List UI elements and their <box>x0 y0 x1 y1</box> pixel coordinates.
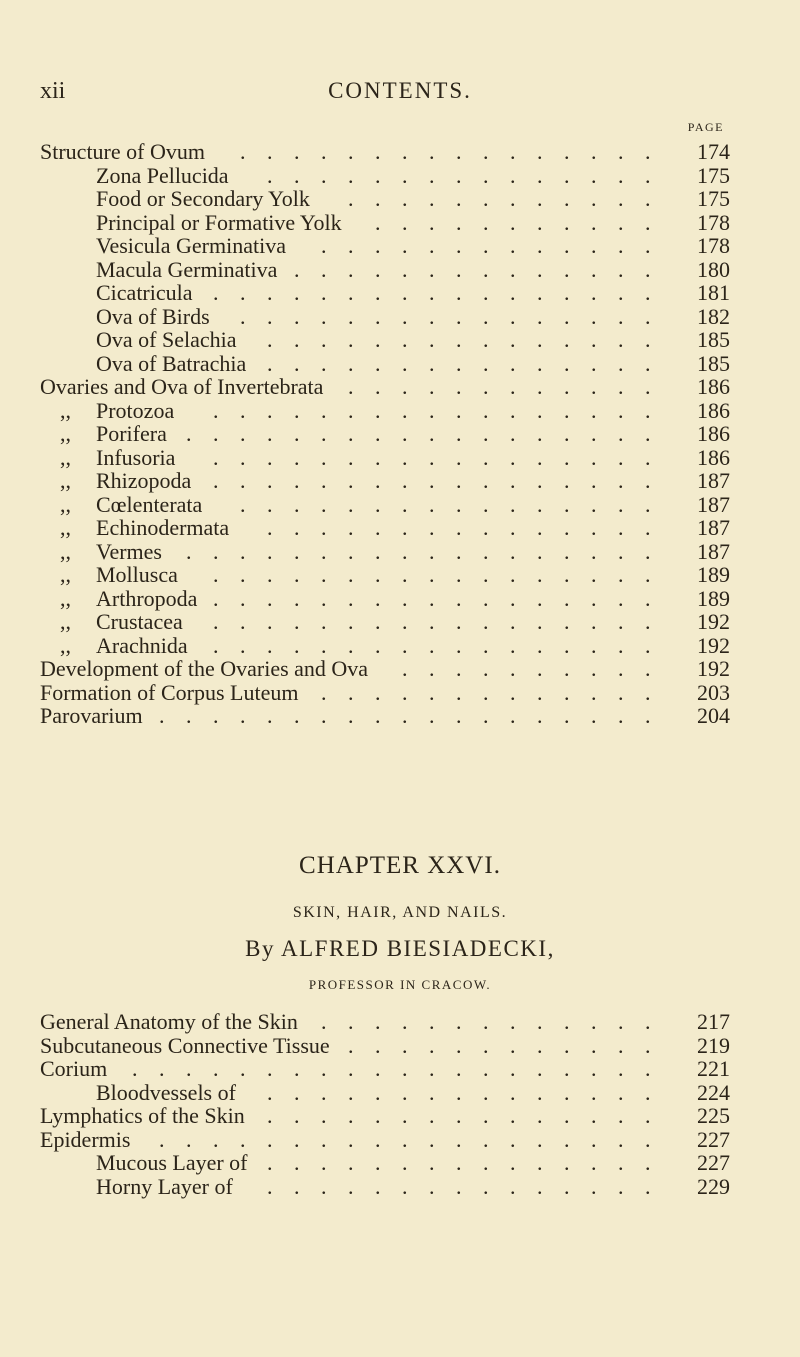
dot-leader: ................. <box>213 562 672 587</box>
toc-entry-title: Rhizopoda <box>96 468 192 493</box>
toc-entry-page: 186 <box>697 444 730 470</box>
toc-entry <box>40 422 730 446</box>
toc-entry-title: Macula Germinativa <box>96 256 278 282</box>
toc-entry-page: 174 <box>697 139 730 164</box>
toc-entry-title: Ovaries and Ova of Invertebrata <box>40 374 324 399</box>
dot-leader: ................. <box>213 280 672 305</box>
dot-leader: ............... <box>267 1173 672 1199</box>
toc-entry-page: 221 <box>697 1056 730 1081</box>
dot-leader: ................ <box>240 139 672 164</box>
toc-entry-page: 227 <box>697 1126 730 1152</box>
toc-entry <box>40 328 730 352</box>
toc-entry-title: Formation of Corpus Luteum <box>40 679 299 705</box>
toc-entry-title: Arachnida <box>96 632 188 658</box>
toc-entry <box>40 516 730 540</box>
toc-entry-title: Ova of Birds <box>96 303 210 329</box>
dot-leader: ............. <box>321 679 672 705</box>
toc-entry <box>40 1128 730 1152</box>
ditto-mark: ,, <box>60 444 71 470</box>
toc-entry <box>40 1034 730 1058</box>
toc-entry-title: Food or Secondary Yolk <box>96 186 310 211</box>
toc-entry-page: 189 <box>697 585 730 611</box>
dot-leader: .................. <box>186 538 672 564</box>
toc-entry-title: Zona Pellucida <box>96 162 229 188</box>
dot-leader: ................ <box>240 491 672 517</box>
chapter-heading-block <box>0 852 800 880</box>
toc-entry-title: Arthropoda <box>96 585 198 611</box>
dot-leader: ................. <box>213 609 672 634</box>
toc-entry <box>40 587 730 611</box>
toc-entry-title: Lymphatics of the Skin <box>40 1103 245 1128</box>
toc-entry-page: 192 <box>697 609 730 634</box>
chapter-heading: CHAPTER XXVI. <box>299 852 501 879</box>
toc-entry-page: 185 <box>697 327 730 352</box>
toc-entry <box>40 1104 730 1128</box>
toc-entry-page: 186 <box>697 421 730 446</box>
toc-entry-page: 227 <box>697 1150 730 1175</box>
toc-entry <box>40 258 730 282</box>
dot-leader: ................. <box>213 444 672 470</box>
toc-entry-title: Vesicula Germinativa <box>96 233 286 258</box>
chapter-affiliation-block <box>0 977 800 993</box>
dot-leader: ................. <box>213 397 672 423</box>
dot-leader: ................ <box>240 303 672 329</box>
toc-entry-page: 180 <box>697 256 730 282</box>
running-head <box>0 78 800 108</box>
ditto-mark: ,, <box>60 421 71 446</box>
toc-entry <box>40 1057 730 1081</box>
toc-entry <box>40 493 730 517</box>
toc-entry <box>40 1081 730 1105</box>
toc-entry-page: 185 <box>697 350 730 376</box>
dot-leader: ............. <box>321 1009 672 1034</box>
toc-entry-title: Ova of Batrachia <box>96 350 247 376</box>
toc-entry-page: 225 <box>697 1103 730 1128</box>
toc-entry <box>40 281 730 305</box>
toc-entry-page: 182 <box>697 303 730 329</box>
toc-entry-page: 219 <box>697 1032 730 1058</box>
toc-entry <box>40 469 730 493</box>
dot-leader: ............... <box>267 1079 672 1105</box>
toc-entry <box>40 352 730 376</box>
toc-entry-page: 187 <box>697 515 730 540</box>
toc-entry <box>40 140 730 164</box>
toc-entry <box>40 187 730 211</box>
ditto-mark: ,, <box>60 491 71 517</box>
toc-entry-page: 175 <box>697 186 730 211</box>
toc-entry-title: Vermes <box>96 538 162 564</box>
toc-entry <box>40 1151 730 1175</box>
toc-entry-title: Bloodvessels of <box>96 1079 236 1105</box>
dot-leader: ............... <box>267 515 672 540</box>
toc-list-part2 <box>40 1010 730 1198</box>
ditto-mark: ,, <box>60 468 71 493</box>
toc-entry-page: 203 <box>697 679 730 705</box>
dot-leader: ............ <box>348 186 672 211</box>
toc-entry-title: Structure of Ovum <box>40 139 205 164</box>
toc-entry-title: Protozoa <box>96 397 175 423</box>
toc-entry <box>40 234 730 258</box>
toc-entry-page: 229 <box>697 1173 730 1199</box>
toc-entry-title: Principal or Formative Yolk <box>96 209 342 235</box>
toc-entry <box>40 681 730 705</box>
toc-entry <box>40 563 730 587</box>
page-number: xii <box>40 78 66 104</box>
dot-leader: ................... <box>159 703 672 728</box>
chapter-subtitle-block <box>0 904 800 922</box>
toc-entry-page: 187 <box>697 491 730 517</box>
dot-leader: ............... <box>267 162 672 188</box>
toc-entry-title: Echinodermata <box>96 515 230 540</box>
toc-entry <box>40 399 730 423</box>
ditto-mark: ,, <box>60 585 71 611</box>
toc-entry-title: Corium <box>40 1056 108 1081</box>
toc-entry <box>40 704 730 728</box>
toc-entry-title: Mucous Layer of <box>96 1150 248 1175</box>
ditto-mark: ,, <box>60 632 71 658</box>
ditto-mark: ,, <box>60 397 71 423</box>
dot-leader: .................... <box>132 1056 672 1081</box>
toc-entry-page: 192 <box>697 656 730 681</box>
chapter-subtitle: SKIN, HAIR, AND NAILS. <box>292 904 508 921</box>
toc-entry-page: 178 <box>697 209 730 235</box>
chapter-affiliation: PROFESSOR IN CRACOW. <box>308 977 492 992</box>
toc-entry-page: 186 <box>697 374 730 399</box>
toc-entry-page: 192 <box>697 632 730 658</box>
toc-entry-title: Ova of Selachia <box>96 327 237 352</box>
toc-entry-title: Parovarium <box>40 703 143 728</box>
toc-entry <box>40 1175 730 1199</box>
toc-entry-page: 187 <box>697 538 730 564</box>
toc-entry-title: Infusoria <box>96 444 176 470</box>
toc-entry-title: General Anatomy of the Skin <box>40 1009 298 1034</box>
chapter-author: By ALFRED BIESIADECKI, <box>245 936 555 961</box>
toc-entry-title: Epidermis <box>40 1126 131 1152</box>
dot-leader: ............... <box>267 1103 672 1128</box>
toc-entry-title: Porifera <box>96 421 167 446</box>
dot-leader: ............. <box>321 233 672 258</box>
dot-leader: ............ <box>348 374 672 399</box>
page-column-label: PAGE <box>687 120 724 134</box>
dot-leader: ............... <box>267 350 672 376</box>
toc-entry-page: 175 <box>697 162 730 188</box>
dot-leader: ................... <box>159 1126 672 1152</box>
ditto-mark: ,, <box>60 562 71 587</box>
toc-entry <box>40 657 730 681</box>
toc-entry-title: Development of the Ovaries and Ova <box>40 656 369 681</box>
toc-entry <box>40 1010 730 1034</box>
dot-leader: ............... <box>267 1150 672 1175</box>
toc-entry-page: 187 <box>697 468 730 493</box>
toc-entry-title: Cœlenterata <box>96 491 203 517</box>
running-title: CONTENTS. <box>328 78 472 103</box>
toc-list-part1 <box>40 140 730 728</box>
toc-entry-page: 204 <box>697 703 730 728</box>
toc-entry <box>40 305 730 329</box>
ditto-mark: ,, <box>60 609 71 634</box>
dot-leader: .................. <box>186 421 672 446</box>
toc-entry-page: 217 <box>697 1009 730 1034</box>
toc-entry <box>40 375 730 399</box>
toc-entry <box>40 540 730 564</box>
dot-leader: ................. <box>213 468 672 493</box>
dot-leader: ............... <box>267 327 672 352</box>
dot-leader: ................. <box>213 585 672 611</box>
toc-entry-page: 224 <box>697 1079 730 1105</box>
toc-entry-page: 178 <box>697 233 730 258</box>
toc-entry <box>40 211 730 235</box>
toc-entry-title: Cicatricula <box>96 280 193 305</box>
dot-leader: .......... <box>402 656 672 681</box>
toc-entry <box>40 446 730 470</box>
ditto-mark: ,, <box>60 538 71 564</box>
toc-entry-title: Horny Layer of <box>96 1173 233 1199</box>
dot-leader: .............. <box>294 256 672 282</box>
toc-entry-title: Subcutaneous Connective Tissue <box>40 1032 330 1058</box>
toc-entry-title: Mollusca <box>96 562 178 587</box>
dot-leader: ........... <box>375 209 672 235</box>
dot-leader: ............ <box>348 1032 672 1058</box>
toc-entry-title: Crustacea <box>96 609 183 634</box>
ditto-mark: ,, <box>60 515 71 540</box>
toc-entry-page: 189 <box>697 562 730 587</box>
toc-entry <box>40 610 730 634</box>
toc-entry <box>40 164 730 188</box>
toc-entry-page: 181 <box>697 280 730 305</box>
chapter-author-block <box>0 936 800 962</box>
toc-entry-page: 186 <box>697 397 730 423</box>
dot-leader: ................. <box>213 632 672 658</box>
toc-entry <box>40 634 730 658</box>
